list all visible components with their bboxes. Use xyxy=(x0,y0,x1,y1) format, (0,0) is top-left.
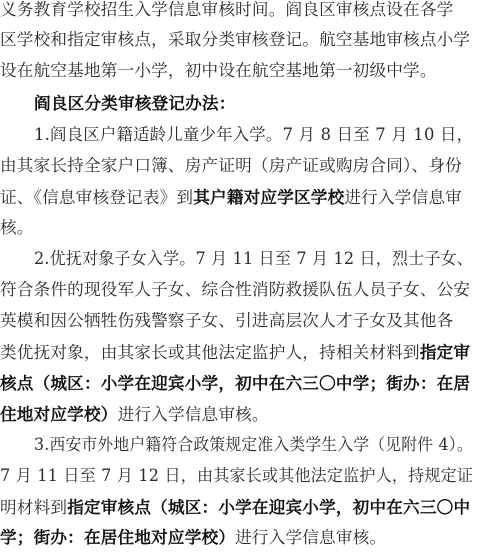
text-segment: 3.西安市外地户籍符合政策规定准入类学生入学（见附件 4）。 xyxy=(34,435,473,454)
text-segment-bold: 住地对应学校） xyxy=(0,404,118,424)
text-segment: 1.阎良区户籍适龄儿童少年入学。7 月 8 日至 7 月 10 日， xyxy=(34,125,474,144)
text-line xyxy=(0,492,470,522)
text-segment: 进行入学信息审 xyxy=(344,188,462,207)
text-line xyxy=(0,399,269,429)
text-segment: 义务教育学校招生入学信息审核时间。阎良区审核点设在各学 xyxy=(0,0,454,19)
text-segment-bold: 其户籍对应学区学校 xyxy=(193,187,345,207)
text-segment: 进行入学信息审核。 xyxy=(235,528,387,547)
text-segment: 核。 xyxy=(0,218,34,237)
text-line xyxy=(0,522,386,552)
text-line xyxy=(0,306,453,336)
section-heading xyxy=(34,88,236,118)
text-segment: 2.优抚对象子女入学。7 月 11 日至 7 月 12 日，烈士子女、 xyxy=(34,249,473,268)
text-segment: 明材料到 xyxy=(0,498,68,517)
text-line xyxy=(34,120,473,150)
text-segment-bold: 指定审 xyxy=(419,342,471,362)
text-segment: 进行入学信息审核。 xyxy=(117,405,269,424)
text-segment-bold: 学；街办：在居住地对应学校） xyxy=(0,527,236,547)
text-line xyxy=(0,0,453,25)
text-segment-bold: 指定审核点（城区：小学在迎宾小学，初中在六三〇中 xyxy=(67,497,471,517)
text-line xyxy=(34,430,473,460)
text-segment: 证、《信息审核登记表》到 xyxy=(0,188,194,207)
text-line xyxy=(0,275,470,305)
text-line xyxy=(0,56,437,86)
text-line xyxy=(0,182,462,212)
text-line xyxy=(0,213,34,243)
text-segment: 类优抚对象，由其家长或其他法定监护人，持相关材料到 xyxy=(0,343,420,362)
text-line xyxy=(0,368,470,398)
text-segment: 由其家长持全家户口簿、房产证明（房产证或购房合同）、身份 xyxy=(0,156,462,175)
text-segment-bold: 核点（城区：小学在迎宾小学，初中在六三〇中学；街办：在居 xyxy=(0,373,471,393)
text-segment: 英模和因公牺牲伤残警察子女、引进高层次人才子女及其他各 xyxy=(0,311,454,330)
text-segment: 区学校和指定审核点，采取分类审核登记。航空基地审核点小学 xyxy=(0,30,471,49)
text-line xyxy=(0,25,470,55)
text-line xyxy=(0,151,462,181)
text-segment: 阎良区分类审核登记办法： xyxy=(34,93,236,113)
text-line xyxy=(0,337,470,367)
text-segment: 设在航空基地第一小学，初中设在航空基地第一初级中学。 xyxy=(0,61,437,80)
text-line xyxy=(34,244,473,274)
text-segment: 符合条件的现役军人子女、综合性消防救援队伍人员子女、公安 xyxy=(0,280,471,299)
text-line xyxy=(0,461,473,491)
text-segment: 7 月 11 日至 7 月 12 日，由其家长或其他法定监护人，持规定证 xyxy=(0,466,474,485)
